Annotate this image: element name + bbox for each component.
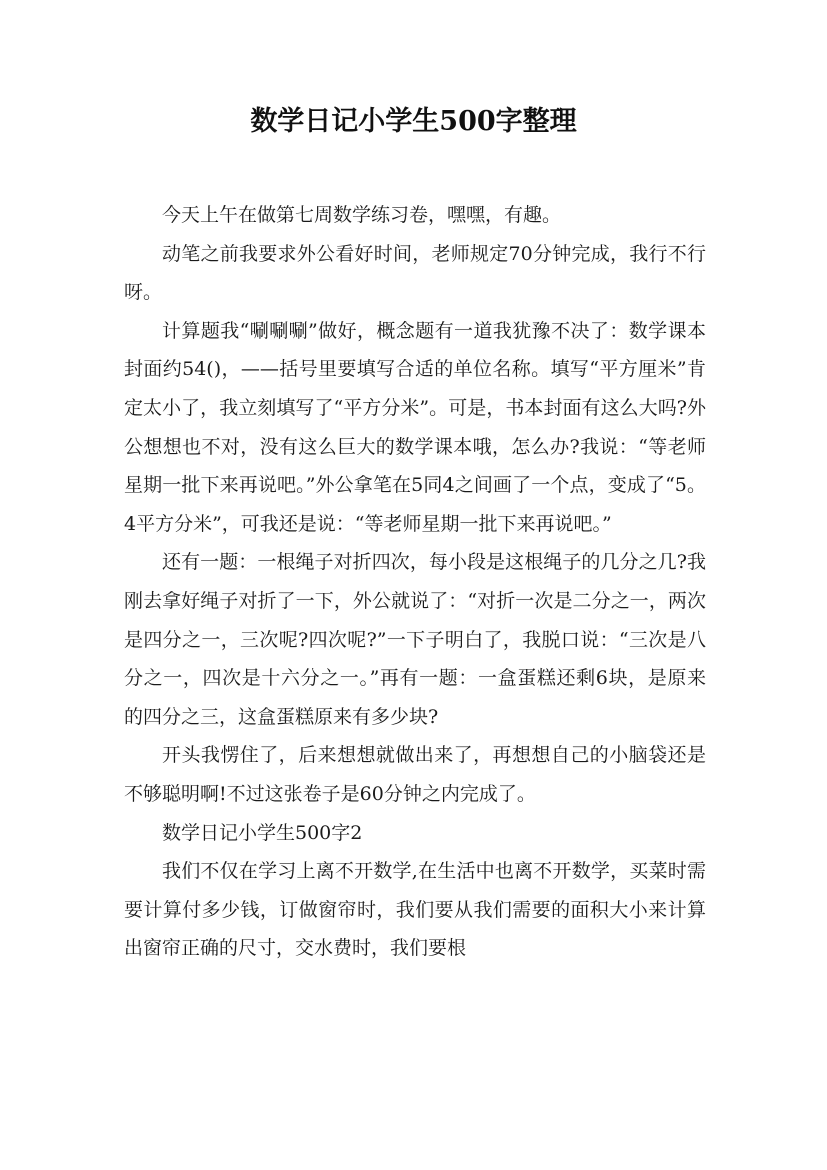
- paragraph-1: 今天上午在做第七周数学练习卷，嘿嘿，有趣。: [162, 204, 562, 226]
- paragraph-2: 动笔之前我要求外公看好时间，老师规定70分钟完成，我行不行呀。: [124, 242, 706, 304]
- paragraph-4: 还有一题：一根绳子对折四次，每小段是这根绳子的几分之几?我刚去拿好绳子对折了一下，外公就说了：“对折一次是二分之一，两次是四分之一，三次呢?四次呢?”一下子明白了，我脱口说：“三次是八分之一，四次是十六分之一。”再有一题：一盒蛋糕还剩6块，是原来的四分之三，这盒蛋糕原来有多少块?: [124, 551, 706, 728]
- section-heading: 数学日记小学生500字2: [162, 821, 363, 844]
- document-body: [124, 196, 706, 968]
- paragraph-6: 我们不仅在学习上离不开数学,在生活中也离不开数学，买菜时需要计算付多少钱，订做窗帘时，我们要从我们需要的面积大小来计算出窗帘正确的尺寸，交水费时，我们要根: [124, 860, 706, 960]
- paragraph-3: 计算题我“唰唰唰”做好，概念题有一道我犹豫不决了：数学课本封面约54()，——括号里要填写合适的单位名称。填写“平方厘米”肯定太小了，我立刻填写了“平方分米”。可是，书本封面有这么大吗?外公想想也不对，没有这么巨大的数学课本哦，怎么办?我说：“等老师星期一批下来再说吧。”外公拿笔在5同4之间画了一个点，变成了“5。4平方分米”，可我还是说：“等老师星期一批下来再说吧。”: [124, 319, 706, 535]
- document-title: 数学日记小学生500字整理: [250, 106, 577, 137]
- paragraph-5: 开头我愣住了，后来想想就做出来了，再想想自己的小脑袋还是不够聪明啊!不过这张卷子是60分钟之内完成了。: [124, 744, 706, 805]
